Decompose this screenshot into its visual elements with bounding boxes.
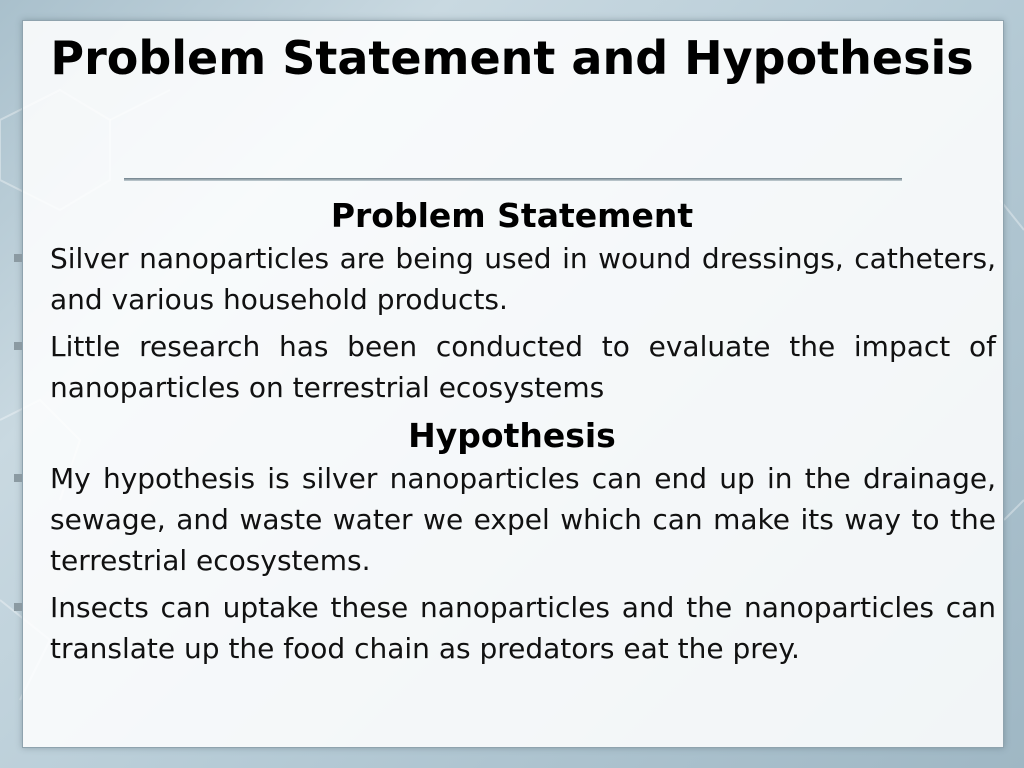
slide-content [0,194,1024,669]
list-item [50,458,996,581]
problem-statement-list [0,238,1024,408]
list-item [50,326,996,408]
section-heading-problem-statement: Problem Statement [330,196,694,235]
bullet-text: Insects can uptake these nanoparticles and the nanoparticles can translate up the food chain as predators eat the prey. [50,591,996,665]
hypothesis-list [0,458,1024,669]
list-item [50,587,996,669]
title-divider [124,178,902,181]
bullet-text: My hypothesis is silver nanoparticles can end up in the drainage, sewage, and waste water we expel which can make its way to the terrestrial ecosystems. [50,462,996,577]
bullet-text: Silver nanoparticles are being used in wound dressings, catheters, and various household products. [50,242,996,316]
square-bullet-icon [14,474,22,482]
section-heading-hypothesis: Hypothesis [408,416,616,455]
square-bullet-icon [14,342,22,350]
square-bullet-icon [14,603,22,611]
list-item [50,238,996,320]
bullet-text: Little research has been conducted to evaluate the impact of nanoparticles on terrestrial ecosystems [50,330,996,404]
slide-title: Problem Statement and Hypothesis [50,31,974,85]
square-bullet-icon [14,254,22,262]
